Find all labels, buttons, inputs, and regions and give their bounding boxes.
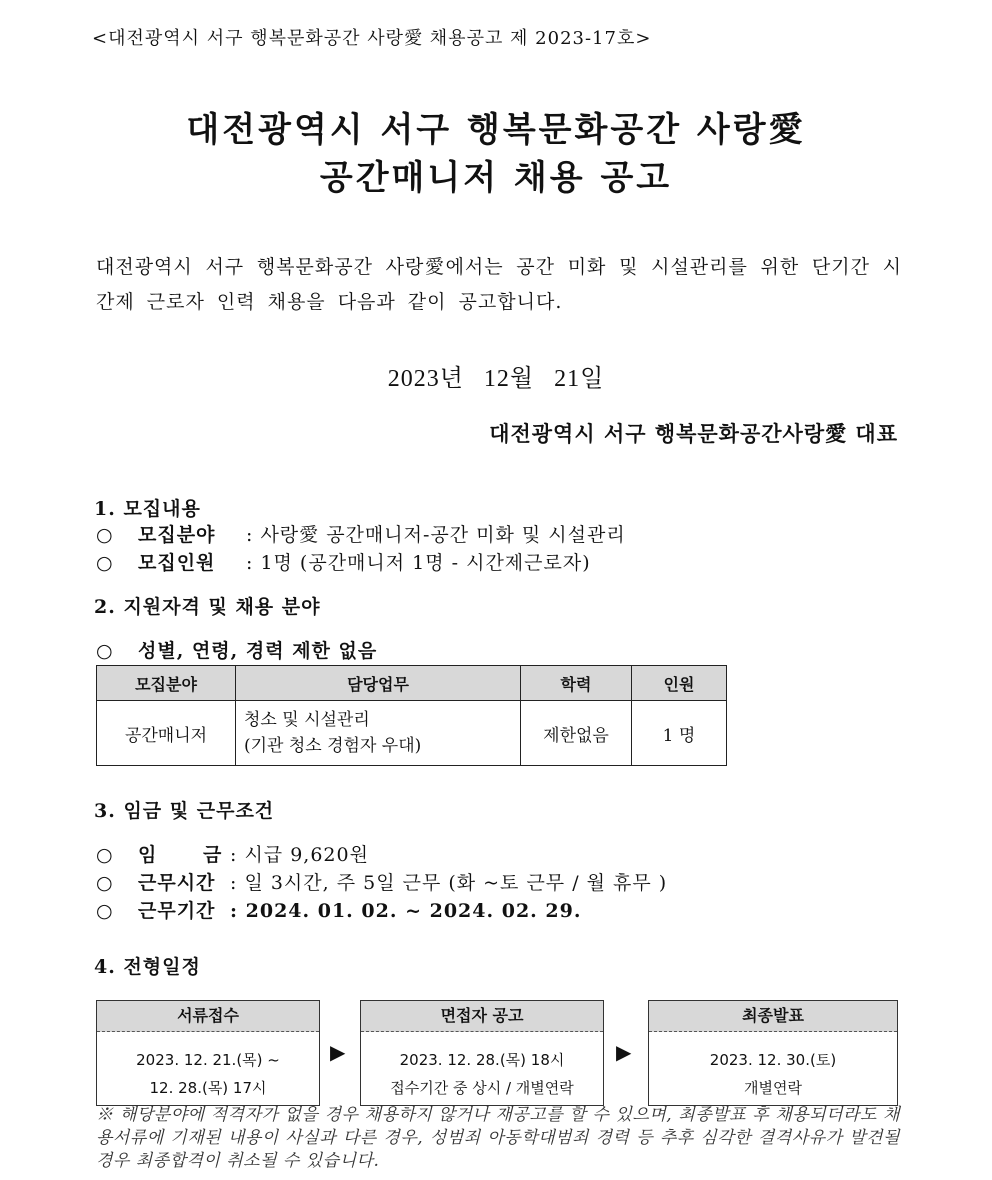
section1-item-field xyxy=(96,520,626,547)
date-day: 21일 xyxy=(554,366,605,392)
cell-duty xyxy=(236,701,521,766)
item-label: 모집인원 xyxy=(138,552,216,574)
section4-title: 4. 전형일정 xyxy=(94,956,201,978)
bullet: ○ xyxy=(96,524,114,546)
step-line1: 2023. 12. 28.(목) 18시 xyxy=(399,1051,565,1069)
step-line1: 2023. 12. 21.(목) ~ xyxy=(136,1051,280,1069)
step-body xyxy=(361,1032,603,1102)
item-value: : 일 3시간, 주 5일 근무 (화 ~토 근무 / 월 휴무 ) xyxy=(230,872,668,894)
section2-condition xyxy=(96,636,377,663)
step-header: 서류접수 xyxy=(97,1001,319,1032)
cell-count: 1 명 xyxy=(632,701,727,766)
section1-item-count xyxy=(96,548,591,575)
announcement-date xyxy=(0,358,992,393)
duty-line2: (기관 청소 경험자 우대) xyxy=(244,736,422,756)
step-header: 최종발표 xyxy=(649,1001,897,1032)
recruitment-table xyxy=(96,665,727,766)
duty-line1: 청소 및 시설관리 xyxy=(244,710,370,730)
step-body xyxy=(97,1032,319,1102)
schedule-step-interview xyxy=(360,1000,604,1106)
date-year: 2023년 xyxy=(387,366,464,392)
table-row xyxy=(97,701,727,766)
section3-title: 3. 임금 및 근무조건 xyxy=(94,800,275,822)
cell-education: 제한없음 xyxy=(521,701,632,766)
step-line2: 12. 28.(목) 17시 xyxy=(149,1079,267,1097)
item-label: 임 금 xyxy=(138,844,223,866)
organization-signature: 대전광역시 서구 행복문화공간사랑愛 대표 xyxy=(489,422,898,446)
step-header: 면접자 공고 xyxy=(361,1001,603,1032)
arrow-right-icon: ▶ xyxy=(616,1040,632,1064)
step-line2: 개별연락 xyxy=(744,1079,802,1097)
table-header: 담당업무 xyxy=(236,666,521,701)
table-header: 모집분야 xyxy=(97,666,236,701)
announcement-reference: <대전광역시 서구 행복문화공간 사랑愛 채용공고 제 2023-17호> xyxy=(92,28,652,49)
section2-title: 2. 지원자격 및 채용 분야 xyxy=(94,596,321,618)
cell-field: 공간매니저 xyxy=(97,701,236,766)
item-value: : 2024. 01. 02. ~ 2024. 02. 29. xyxy=(230,900,582,922)
item-value: : 사랑愛 공간매니저-공간 미화 및 시설관리 xyxy=(246,524,626,546)
bullet: ○ xyxy=(96,640,114,662)
table-header-row xyxy=(97,666,727,701)
schedule-step-final xyxy=(648,1000,898,1106)
item-value: : 1명 (공간매니저 1명 - 시간제근로자) xyxy=(246,552,591,574)
section3-item-hours xyxy=(96,868,667,895)
page-title-line2: 공간매니저 채용 공고 xyxy=(319,158,673,198)
item-value: : 시급 9,620원 xyxy=(230,844,369,866)
date-month: 12월 xyxy=(483,366,535,392)
bullet: ○ xyxy=(96,844,114,866)
step-line1: 2023. 12. 30.(토) xyxy=(709,1051,837,1069)
table-header: 학력 xyxy=(521,666,632,701)
page-title-line1: 대전광역시 서구 행복문화공간 사랑愛 xyxy=(186,110,806,150)
section3-item-period xyxy=(96,896,581,923)
condition-text: 성별, 연령, 경력 제한 없음 xyxy=(138,640,378,662)
item-label: 근무시간 xyxy=(138,872,216,894)
step-line2: 접수기간 중 상시 / 개별연락 xyxy=(390,1079,574,1097)
bullet: ○ xyxy=(96,900,114,922)
intro-paragraph: 대전광역시 서구 행복문화공간 사랑愛에서는 공간 미화 및 시설관리를 위한 단기간 시간제 근로자 인력 채용을 다음과 같이 공고합니다. xyxy=(96,256,902,313)
section3-item-wage xyxy=(96,840,369,867)
schedule-step-documents xyxy=(96,1000,320,1106)
section1-title: 1. 모집내용 xyxy=(94,498,201,520)
footnote: ※ 해당분야에 적격자가 없을 경우 채용하지 않거나 재공고를 할 수 있으며, 최종발표 후 채용되더라도 채용서류에 기재된 내용이 사실과 다른 경우, 성범죄 아동학대범죄 경력 등 추후 심각한 결격사유가 발견될 경우 최종합격이 취소될 수 있습니다. xyxy=(96,1105,900,1171)
arrow-right-icon: ▶ xyxy=(330,1040,346,1064)
table-header: 인원 xyxy=(632,666,727,701)
bullet: ○ xyxy=(96,552,114,574)
item-label: 근무기간 xyxy=(138,900,216,922)
item-label: 모집분야 xyxy=(138,524,216,546)
bullet: ○ xyxy=(96,872,114,894)
step-body xyxy=(649,1032,897,1102)
